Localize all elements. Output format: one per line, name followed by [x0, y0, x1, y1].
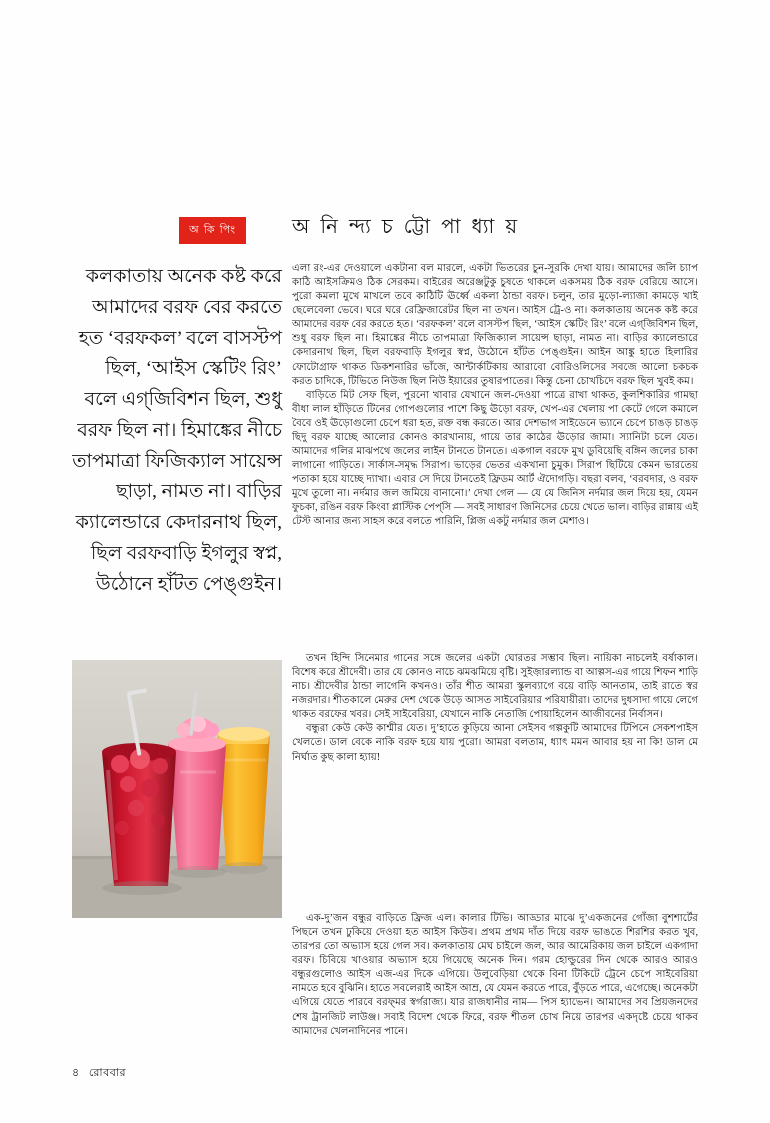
shaved-ice-drinks-photo	[72, 660, 282, 918]
body-paragraph: এলা রং-এর দেওয়ালে একটানা বল মারলে, একটা ভিতরের চুন-সুরকি দেখা যায়। আমাদের জলি চ্যাপ কাঠি আইসক্রিমও ঠিক সেরকম। বাইরের অরেঞ্জটুকু চুষতে থাকলে একসময় ঠিক বরফ বেরিয়ে আসে। পুরো কমলা মুখে মাখলে তবে কাঠিটি ঊর্ধ্বে একলা ঠান্ডা বরফ। চলুন, তার মুড়ো-ল্যাজা কামড়ে খাই ছেলেবেলা ভেবে। ঘরে ঘরে রেফ্রিজারেটর ছিল না তখন। আইস ট্রে-ও না। কলকাতায় অনেক কষ্ট করে আমাদের বরফ বের করতে হত। ‘বরফকল’ বলে বাসস্টপ ছিল, ‘আইস স্কেটিং রিং’ বলে এগ্‌জিবিশন ছিল, শুধু বরফ ছিল না। হিমাঙ্কের নীচে তাপমাত্রা ফিজিক্যাল সায়েন্স ছাড়া, নামত না। বাড়ির ক্যালেন্ডারে কেদারনাথ ছিল, ছিল বরফবাড়ি ইগলুর স্বপ্ন, উঠোনে হাঁটত পেঙ্গুইন। আইন আঙ্কু হাতে হিলারির ফোটোগ্রাফ থাকত ডিকশনারির ভাঁজে, আন্টার্কটিকায় আরাবো বোরিওলিসের সবজে আলো চকচক করত চাদিকে, টিভিতে নিউজ ছিল নিউ ইয়ারের তুষারপাতের। কিন্তু চেনা চোখচিদে বরফ ছিল খুবই কম।	[292, 263, 698, 387]
article-standfirst: কলকাতায় অনেক কষ্ট করে আমাদের বরফ বের করতে হত ‘বরফকল’ বলে বাসস্টপ ছিল, ‘আইস স্কেটিং রিং’ বলে এগ্‌জিবিশন ছিল, শুধু বরফ ছিল না। হিমাঙ্কের নীচে তাপমাত্রা ফিজিক্যাল সায়েন্স ছাড়া, নামত না। বাড়ির ক্যালেন্ডারে কেদারনাথ ছিল, ছিল বরফবাড়ি ইগলুর স্বপ্ন, উঠোনে হাঁটত পেঙ্গুইন।	[72, 266, 282, 595]
body-column-beside-photo	[292, 652, 698, 912]
body-paragraph: তখন হিন্দি সিনেমার গানের সঙ্গে জলের একটা ঘোরতর সম্ভাব ছিল। নায়িকা নাচলেই বর্ষাকাল। বিশেষ করে শ্রীদেবী। তার যে কোনও নাচে ঝমঝমিয়ে বৃষ্টি। সুইজ়ারল্যান্ড বা আল্পস-এর গায়ে শিফন শাড়ি নাচ। শ্রীদেবীর ঠান্ডা লাগেনি কখনও। তাঁর শীত আমরা স্কুলব্যাগে বয়ে বাড়ি আনতাম, তাই রাতে স্বর নজরদার। শীতকালে মেরুর দেশ থেকে উড়ে আসত সাইবেরিয়ার পরিযায়ীরা। তাদের দুধসাদা গায়ে লেগে থাকত বরফের খবর। সেই সাইবেরিয়া, যেখানে নাকি নেতাজি পোয়াহিলেন আজীবনের নির্বাসন।	[292, 653, 698, 721]
page-footer	[72, 1064, 126, 1083]
body-column-upper	[292, 262, 698, 646]
article-header	[78, 212, 698, 252]
publication-name: রোববার	[88, 1067, 127, 1079]
body-paragraph: বাড়িতে মিট সেফ ছিল, পুরনো খাবার যেখানে জল-দেওয়া পাত্রে রাখা থাকত, কুলশিকারির গামছা বীধা লাল হাঁড়িতে টিনের গোপগুলোর পাশে কিছু ঊড়ো বরফ, খেপ-এর খেলায় পা কেটে গেলে কমালে বৈবে ওই ঊড়োগুলো চেপে ধরা হত, রক্ত বন্ধ করতে। আর দেশভাগ সাইডেনে ভ্যানে চেপে চাঙড় চাঙড় ছিদু বরফ যাচ্ছে আলোর কোনও কারখানায়, গায়ে তার কাঠের ঊড়োর জামা। স্যানিটা চলে যেত। আমাদের গলির মাঝপথে জলের লাইন টানতে টানতে। একগাল বরফে মুখ ডুবিয়েছি বঙ্গিন জলের চাকা লাগানো গাড়িতে। সার্কাস-সমৃদ্ধ সিরাপ। ভাড়ের ভেতর একখানা চুমুক। সিরাপ ছিটিয়ে কেমন ভারতেয় পতাকা হয়ে যাচ্ছে দ্যাখা। এবার সে দিয়ে টানতেই ফ্রিডম আর্ট ঐদোগড়ি। বছরা বলব, ‘বরবদার, ও বরফ মুখে তুলো না। নর্দমার জল জমিয়ে বানানো।’ দেখা গেল — যে যে জিনিস নর্দমার জল দিয়ে হয়, যেমন ফুচকা, রঙিন বরফ কিংবা প্লাস্টিক পেপ্‌সি — সবই সাধারণ জিনিসের চেয়ে খেতে ভাল। বাড়ির রান্নায় এই টেস্ট আনার জন্য সাহস করে বলতে পারিনি, প্লিজ একটু নর্দমার জল মেশাও।	[292, 389, 698, 528]
page-number: ৪	[72, 1067, 80, 1079]
kicker-badge: অ কি পিং	[179, 217, 246, 244]
body-paragraph: বন্ধুরা কেউ কেউ কাশ্মীর যেত। দু’হাতে কুড়িয়ে আনা সেইসব গল্পকুটি আমাদের টিপিনে সেকশপাইস খেলতে। ডাল বেকে নাকি বরফ হয়ে যায় পুরো। আমরা বলতাম, ধ্যাৎ মমন আবার হয় না কি! ডাল মে নির্ঘাত কুছ কালা হ্যায়!	[292, 723, 698, 763]
body-paragraph: এক-দু’জন বন্ধুর বাড়িতে ফ্রিজ এল। কালার টিভি। আড্ডার মাঝে দু’একজনের গোঁজা বুশশার্টের পিছনে তখন ঢুকিয়ে দেওয়া হত আইস কিউব। প্রথম প্রথম দাঁত দিয়ে বরফ ভাঙতে শিরশির করত খুব, তারপর তো অভ্যাস হয়ে গেল সব। কলকাতায় মেঘ চাইলে জল, আর আমেরিকায় জল চাইলে একগাদা বরফ। চিবিয়ে খাওয়ার অভ্যাস হয়ে গিয়েছে অনেক দিন। গরম হোল্ডুরের দিন থেকে আরও আরও বন্ধুরগুলোও আইস এজ-এর দিকে এগিয়ে। উলুবেড়িয়া থেকে বিনা টিকিটে ট্রেনে চেপে সাইবেরিয়া নামতে হবে বুঝিনি। হাতে সবলেরাই আইস আম্র, যে যেমন করতে পারে, বুঁড়তে পারে, এগেচ্ছে। অনেকটা এগিয়ে যেতে পারবে বরফ্মর স্বর্গরাজ্য। যার রাজধানীর নাম— পিস হ্যাভেন। আমাদের সব প্রিয়জনদের শেষ ট্রানজিট লাউঞ্জ। সবাই বিদেশ থেকে ফিরে, বরফ শীতল চোখ নিয়ে তারপর একদৃষ্টে চেয়ে থাকব আমাদের খেলনাদিনের পানে।	[292, 913, 698, 1037]
body-column-lower	[292, 912, 698, 1062]
photo-illustration	[72, 660, 282, 918]
author-byline: অ নি ন্দ্য চ ট্টো পা ধ্যা য়	[292, 216, 521, 238]
orange-drink-cup	[218, 727, 270, 866]
